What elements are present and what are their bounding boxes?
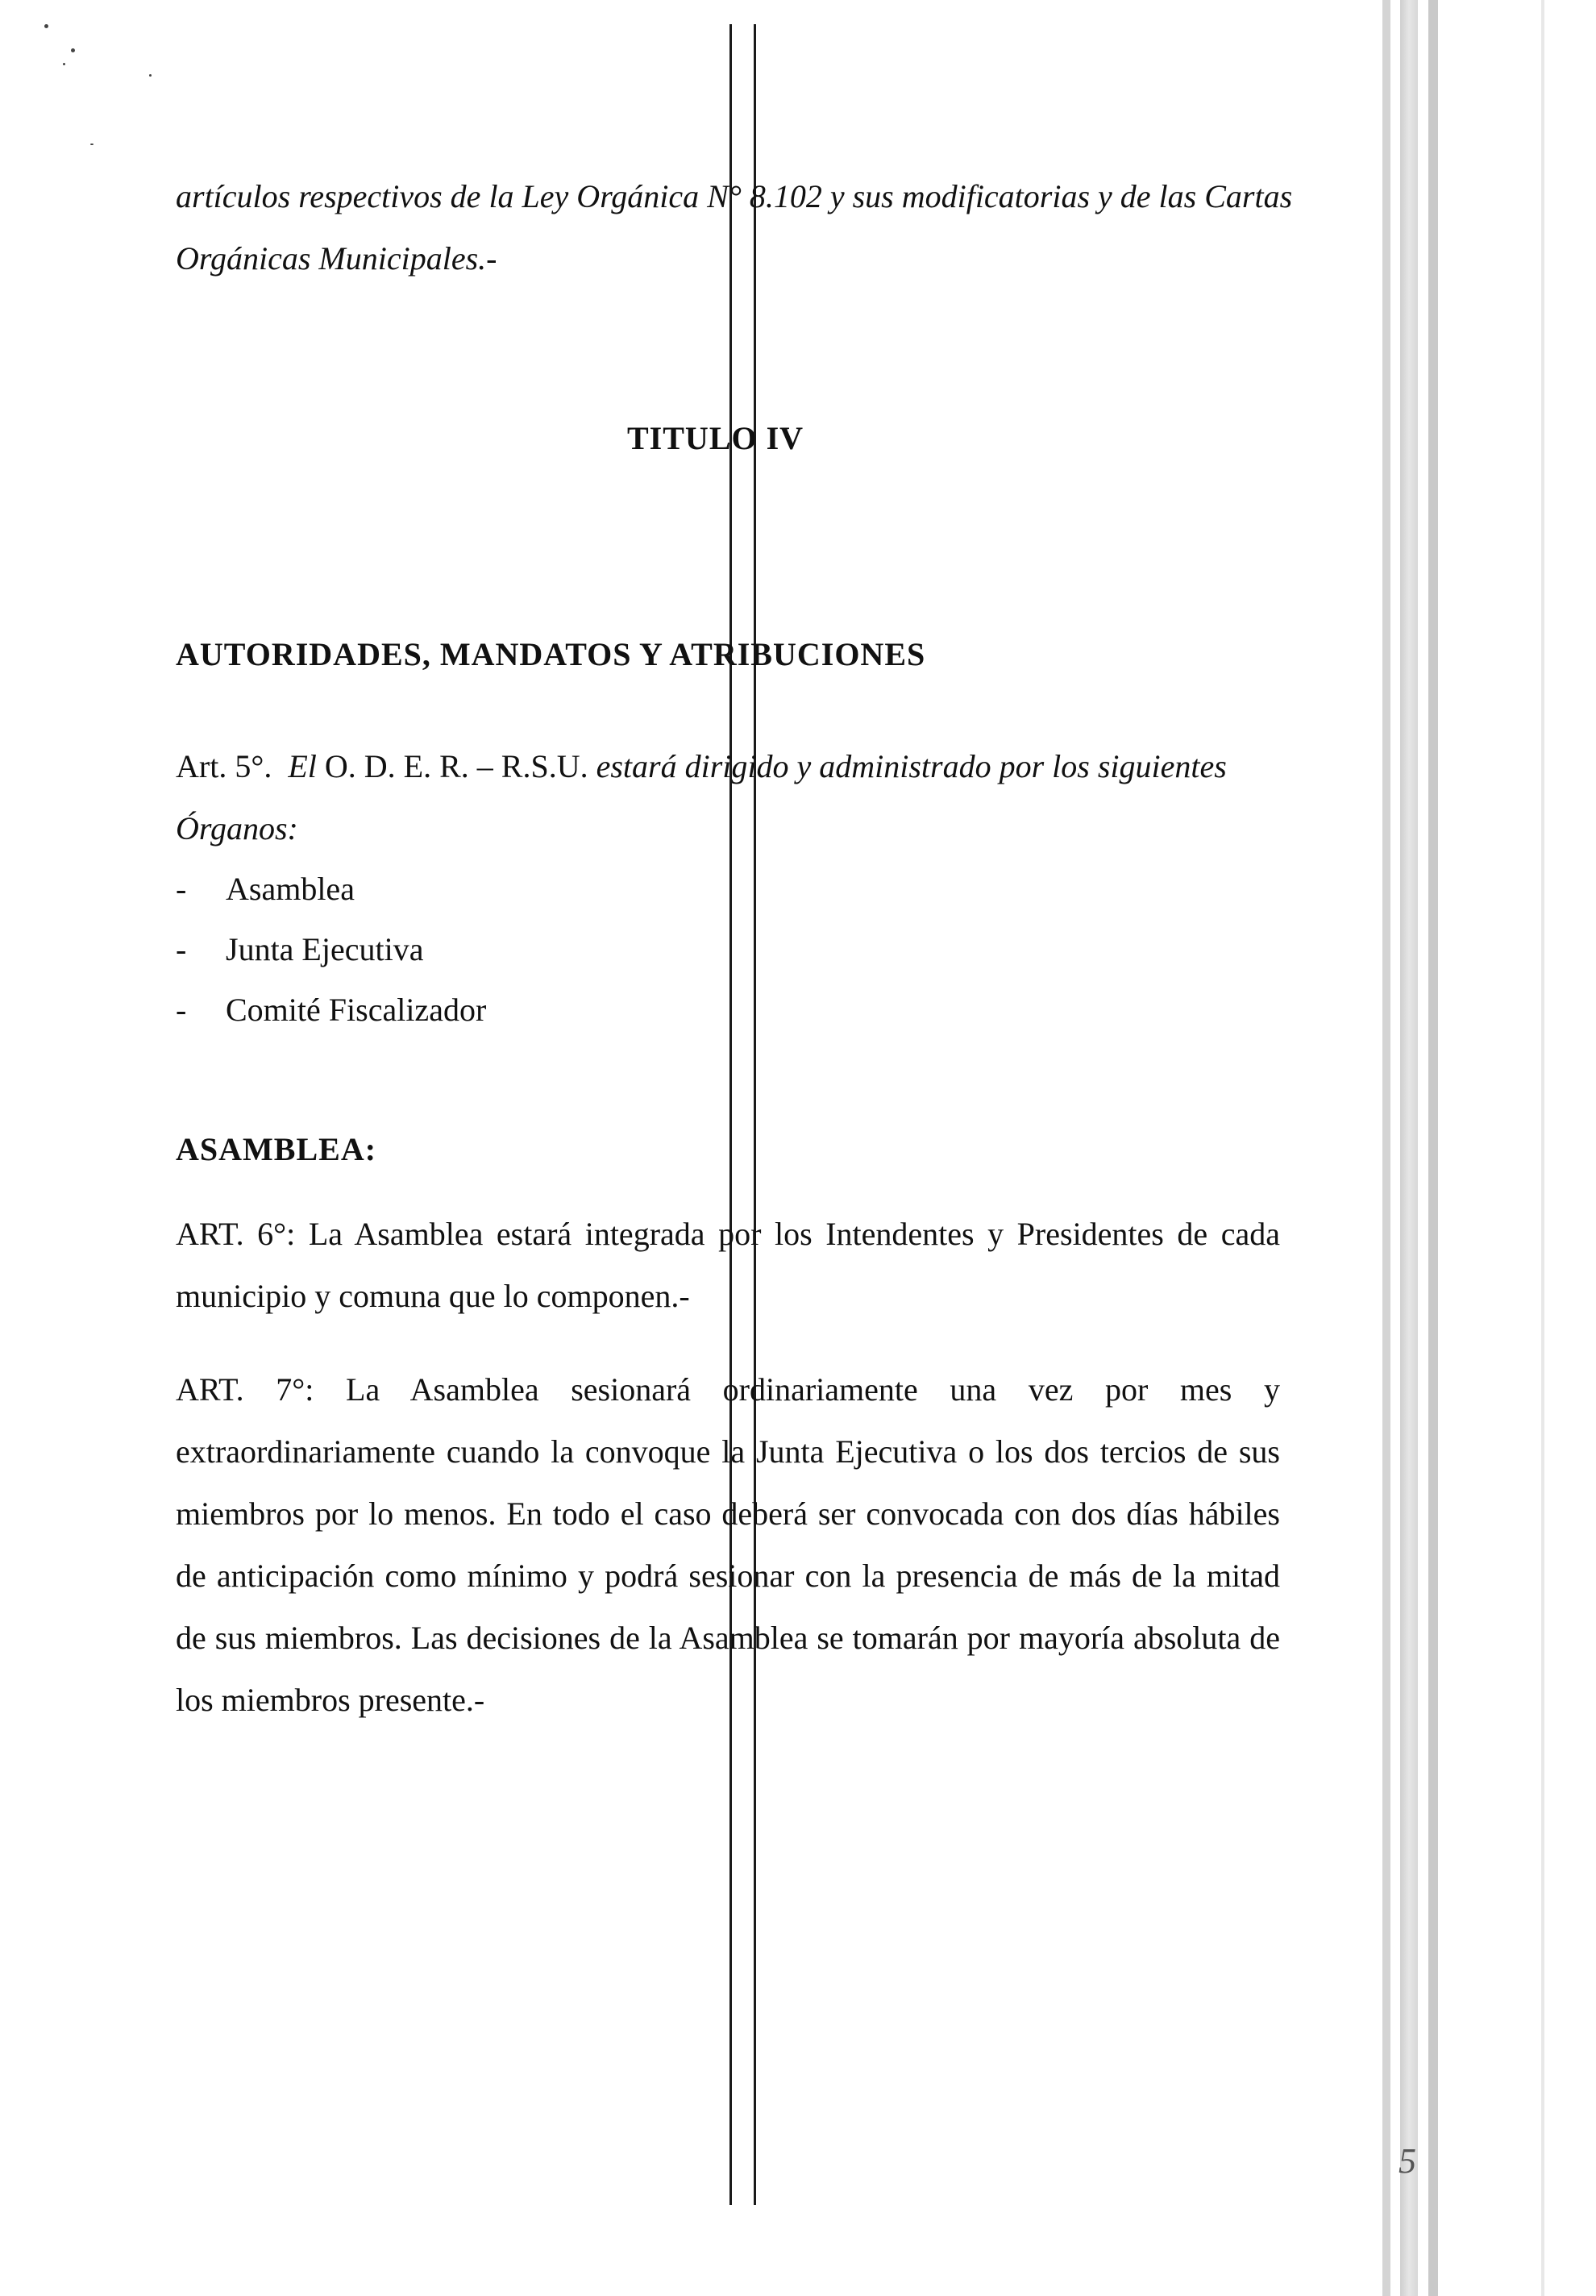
title-heading: TITULO IV <box>627 420 804 456</box>
list-item <box>176 979 486 1041</box>
scan-speck <box>90 144 94 145</box>
scan-speck <box>71 48 75 52</box>
asamblea-heading: ASAMBLEA: <box>176 1131 377 1167</box>
article-5 <box>176 735 1280 859</box>
scan-artifact-line <box>729 24 732 2205</box>
list-item-label: Comité Fiscalizador <box>226 992 487 1028</box>
list-item-label: Junta Ejecutiva <box>226 931 424 967</box>
scan-artifact-line <box>754 24 756 2205</box>
article-6: ART. 6°: La Asamblea estará integrada por los Intendentes y Presidentes de cada municipio y comuna que lo componen.- <box>176 1216 1280 1314</box>
list-marker: - <box>176 931 187 967</box>
list-marker: - <box>176 992 187 1028</box>
scan-speck <box>149 74 152 77</box>
article-5-lead: El <box>288 748 317 784</box>
list-item <box>176 918 423 980</box>
list-item-label: Asamblea <box>226 871 355 907</box>
article-5-text: estará dirigido y administrado por los siguientes Órganos: <box>176 748 1227 846</box>
article-7: ART. 7°: La Asamblea sesionará ordinariamente una vez por mes y extraordinariamente cuando la convoque la Junta Ejecutiva o los dos tercios de sus miembros por lo menos. En todo el caso deberá ser convocada con dos días hábiles de anticipación como mínimo y podrá sesionar con la presencia de más de la mitad de sus miembros. Las decisiones de la Asamblea se tomarán por mayoría absoluta de los miembros presente.- <box>176 1371 1280 1718</box>
continuation-paragraph: artículos respectivos de la Ley Orgánica N° 8.102 y sus modificatorias y de las Cartas Orgánicas Municipales.- <box>176 178 1293 277</box>
scan-edge-shadow <box>1428 0 1438 2296</box>
scan-speck <box>44 24 48 28</box>
scan-speck <box>63 63 65 65</box>
list-item <box>176 858 355 920</box>
page-number: 5 <box>1399 2141 1416 2181</box>
list-marker: - <box>176 871 187 907</box>
section-heading: AUTORIDADES, MANDATOS Y ATRIBUCIONES <box>176 636 926 672</box>
article-5-label: Art. 5°. <box>176 748 272 784</box>
article-5-org: O. D. E. R. – R.S.U. <box>324 748 588 784</box>
scan-edge-shadow <box>1541 0 1544 2296</box>
scan-edge-shadow <box>1382 0 1390 2296</box>
scan-edge-shadow <box>1400 0 1418 2296</box>
